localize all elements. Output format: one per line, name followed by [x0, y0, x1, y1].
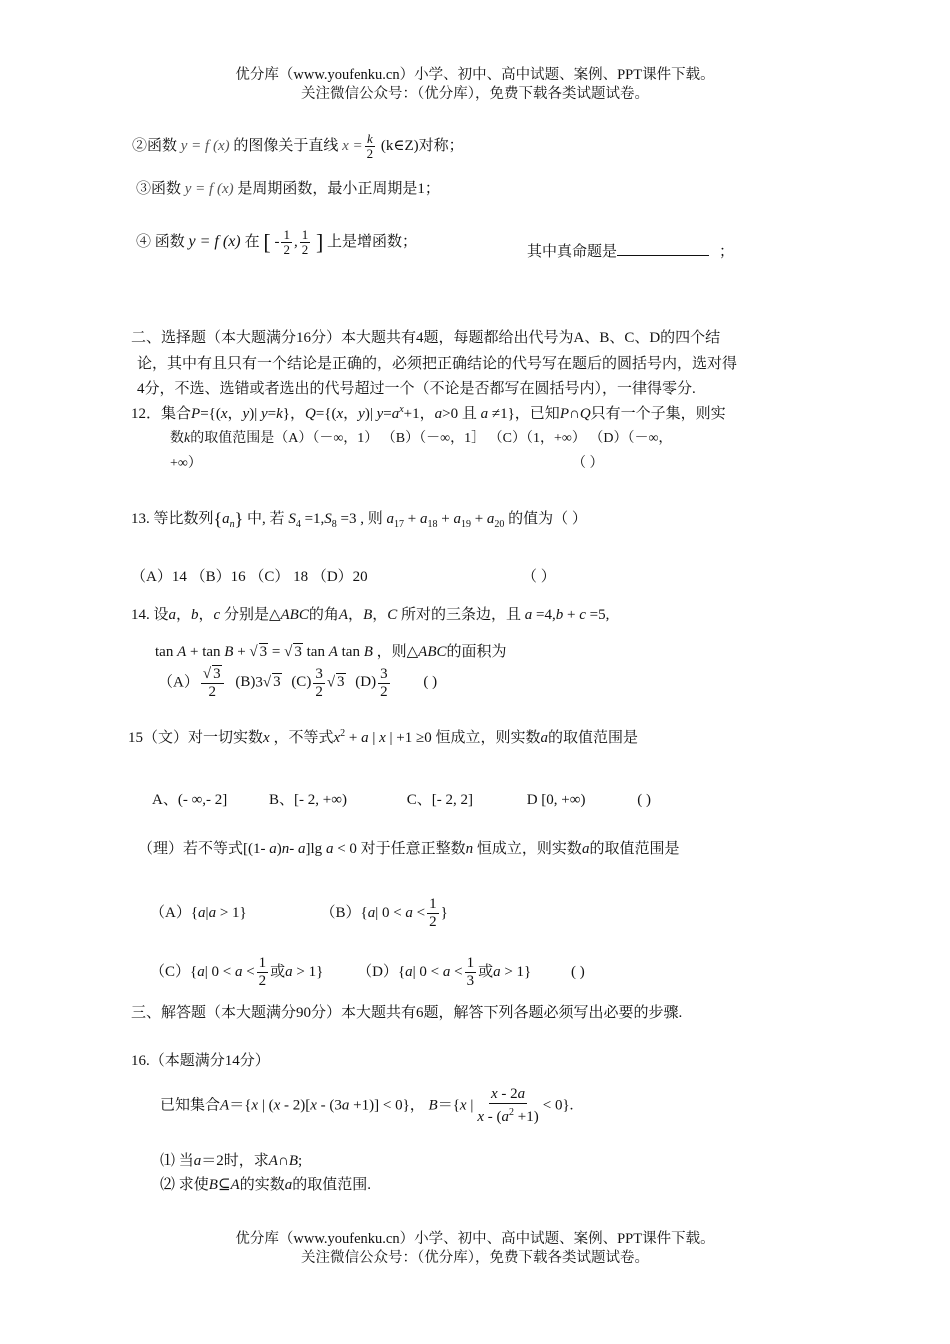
- footer-line-2: 关注微信公众号：（优分库），免费下载各类试题试卷。: [301, 1250, 649, 1266]
- header-line-2: 关注微信公众号：（优分库），免费下载各类试题试卷。: [301, 86, 649, 102]
- question-16-part-2: ⑵ 求使B⊆A的实数a的取值范围.: [160, 1177, 371, 1193]
- question-16-sets: 已知集合A＝{x | (x - 2)[x - (3a +1)] < 0}， B＝{x | $\frac{x - 2a}{x - (a^2 +1)}$ < 0}.: [160, 1086, 574, 1125]
- question-16-part-1: ⑴ 当a＝2时，求A∩B;: [160, 1153, 303, 1169]
- question-12-options-cont: +∞）: [170, 456, 202, 471]
- question-12: 12．集合P={(x，y)| y=k}，Q={(x，y)| $y=a^x+1$，a>0 且 a ≠1}，已知P∩Q只有一个子集，则实: [131, 404, 726, 422]
- question-14-condition: tan A + tan B + √ 3 = √ 3 tan A tan B ，则△ABC的面积为: [155, 644, 507, 660]
- question-15-science: （理）若不等式[(1- a)n- a]lg a < 0 对于任意正整数n 恒成立，则实数a的取值范围是: [138, 841, 680, 857]
- section-2-line-1: 二、选择题（本大题满分16分）本大题共有4题，每题都给出代号为A、B、C、D的四个结: [131, 330, 721, 346]
- section-2-line-2: 论，其中有且只有一个结论是正确的，必须把正确结论的代号写在题后的圆括号内，选对得: [137, 356, 738, 372]
- footer-line-1: 优分库（www.youfenku.cn）小学、初中、高中试题、案例、PPT课件下载。: [235, 1231, 715, 1247]
- question-14-options: （A） $\frac{√ 3}{2}$ (B)3√ 3 (C) $\frac{3}{2}$ √ 3 (D) $\frac{3}{2}$ ( ): [158, 665, 438, 700]
- section-2-line-3: 4分，不选、选错或者选出的代号超过一个（不论是否都写在圆括号内），一律得零分.: [137, 381, 696, 397]
- proposition-3: ③函数 y = f (x) 是周期函数，最小正周期是1；: [136, 181, 440, 197]
- proposition-4: ④ 函数 y = f (x) 在 [ - $\frac{1}{2}$ , $\frac{1}{2}$ ] 上是增函数；: [136, 227, 418, 257]
- true-propositions-prompt: 其中真命题是 ；: [527, 240, 734, 261]
- question-15-options: A、(- ∞,- 2] B、[- 2, +∞) C、[- 2, 2] D [0, +∞) ( ): [152, 792, 651, 808]
- question-13: 13. 等比数列$\{a_n\}$ 中, 若 $S_4 =1,S_8 =3$ , 则 $a_{17} + a_{18} + a_{19} + a_{20}$ 的值为（ ）: [131, 509, 587, 530]
- question-12-options: 数k的取值范围是（A）（－∞，1） （B）（－∞，1］ （C）（1，+∞） （D）（－∞，: [170, 431, 673, 446]
- answer-blank[interactable]: [617, 241, 709, 256]
- section-3-heading: 三、解答题（本大题满分90分）本大题共有6题，解答下列各题必须写出必要的步骤.: [131, 1005, 683, 1021]
- question-12-answer-paren[interactable]: （ ）: [572, 456, 604, 471]
- question-15: 15（文）对一切实数x ，不等式$x^2 + a$ | x | +1 ≥0 恒成立，则实数a的取值范围是: [128, 728, 639, 746]
- question-15-science-options-ab: （A）{a|a > 1} （B）{a| 0 < a < $\frac{1}{2}$ }: [150, 896, 448, 930]
- header-line-1: 优分库（www.youfenku.cn）小学、初中、高中试题、案例、PPT课件下载。: [235, 67, 715, 83]
- question-14: 14. 设a，b，c 分别是△ABC的角A，B，C 所对的三条边，且 a =4,b + c =5,: [131, 607, 610, 623]
- question-13-answer-paren[interactable]: （ ）: [522, 569, 556, 585]
- proposition-2: ②函数 y = f (x) 的图像关于直线 x = $\frac{k}{2}$ (k∈Z)对称；: [132, 131, 464, 161]
- question-13-options: （A）14 （B）16 （C） 18 （D）20: [131, 569, 368, 585]
- question-16-heading: 16.（本题满分14分）: [131, 1053, 270, 1069]
- question-15-science-options-cd: （C）{a| 0 < a < $\frac{1}{2}$ 或a > 1} （D）{a| 0 < a < $\frac{1}{3}$ 或a > 1} ( ): [150, 955, 585, 989]
